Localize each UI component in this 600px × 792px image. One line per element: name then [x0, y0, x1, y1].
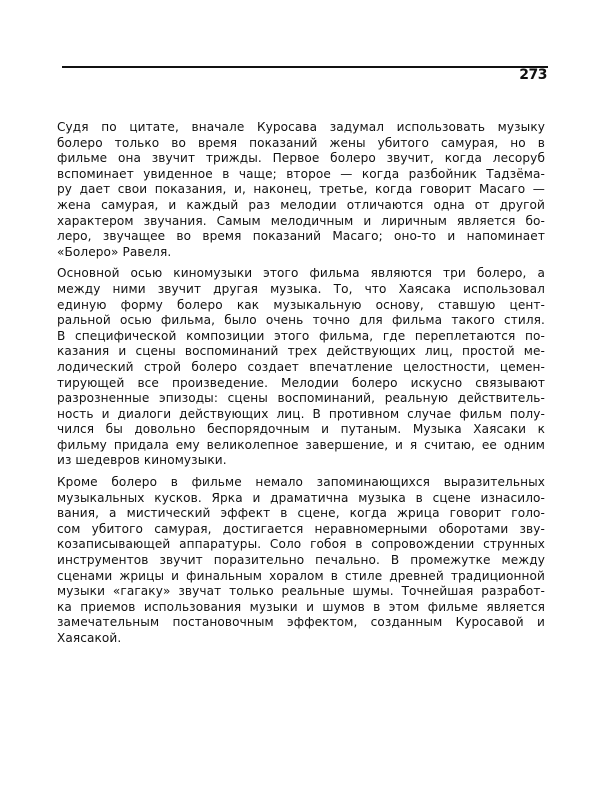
- text-line: Кроме болеро в фильме немало запоминающихся выразительных: [57, 475, 545, 490]
- header-rule: [62, 66, 548, 68]
- text-line: вспоминает увиденное в чаще; второе — когда разбойник Тадзёма-: [57, 166, 545, 181]
- text-line: лодический строй болеро создает впечатление целостности, цемен-: [57, 359, 545, 374]
- text-line: разрозненные эпизоды: сцены воспоминаний, реальную действитель-: [57, 391, 545, 406]
- paragraph-2: [57, 266, 545, 469]
- text-line: инструментов звучит поразительно печально. В промежутке между: [57, 553, 545, 568]
- text-line: ка приемов использования музыки и шумов в этом фильме является: [57, 599, 545, 614]
- text-line: вания, а мистический эффект в сцене, когда жрица говорит голо-: [57, 506, 545, 521]
- text-line: Судя по цитате, вначале Куросава задумал использовать музыку: [57, 120, 545, 134]
- text-line: чился бы довольно беспорядочным и путаным. Музыка Хаясаки к: [57, 422, 545, 437]
- text-line: болеро только во время показаний жены убитого самурая, но в: [57, 135, 545, 150]
- text-line: фильме она звучит трижды. Первое болеро звучит, когда лесоруб: [57, 151, 545, 166]
- text-line: Основной осью киномузыки этого фильма являются три болеро, а: [57, 266, 545, 281]
- paragraph-1: [57, 120, 545, 260]
- paragraph-3: [57, 475, 545, 647]
- text-line: музыки «гагаку» звучат только реальные шумы. Точнейшая разработ-: [57, 584, 545, 599]
- text-line: ральной осью фильма, было очень точно для фильма такого стиля.: [57, 313, 545, 328]
- text-line: тирующей все произведение. Мелодии болеро искусно связывают: [57, 375, 545, 390]
- text-line: между ними звучит другая музыка. То, что Хаясака использовал: [57, 281, 545, 296]
- text-line: сценами жрицы и финальным хоралом в стиле древней традиционной: [57, 568, 545, 583]
- page-number: 273: [519, 67, 547, 83]
- text-line: козаписывающей аппаратуры. Соло гобоя в сопровождении струнных: [57, 537, 545, 552]
- text-line: Хаясакой.: [57, 631, 122, 645]
- text-line: леро, звучащее во время показаний Масаго; оно-то и напоминает: [57, 229, 545, 244]
- text-line: музыкальных кусков. Ярка и драматична музыка в сцене изнасило-: [57, 490, 545, 505]
- text-line: фильму придала ему великолепное завершение, и я считаю, ее одним: [57, 437, 545, 452]
- body-text: [57, 120, 545, 647]
- text-line: ру дает свои показания, и, наконец, третье, когда говорит Масаго —: [57, 182, 545, 197]
- text-line: «Болеро» Равеля.: [57, 244, 172, 259]
- text-line: жена самурая, и каждый раз мелодии отличаются одна от другой: [57, 197, 545, 212]
- text-line: характером звучания. Самым мелодичным и лиричным является бо-: [57, 213, 545, 228]
- text-line: ность и диалоги действующих лиц. В противном случае фильм полу-: [57, 406, 545, 421]
- text-line: В специфической композиции этого фильма, где переплетаются по-: [57, 328, 545, 343]
- text-line: из шедевров киномузыки.: [57, 453, 227, 468]
- text-line: единую форму болеро как музыкальную основу, ставшую цент-: [57, 297, 545, 312]
- text-line: казания и сцены воспоминаний трех действующих лиц, простой ме-: [57, 344, 545, 359]
- text-line: замечательным постановочным эффектом, созданным Куросавой и: [57, 615, 545, 630]
- text-line: сом убитого самурая, достигается неравномерными оборотами зву-: [57, 521, 545, 536]
